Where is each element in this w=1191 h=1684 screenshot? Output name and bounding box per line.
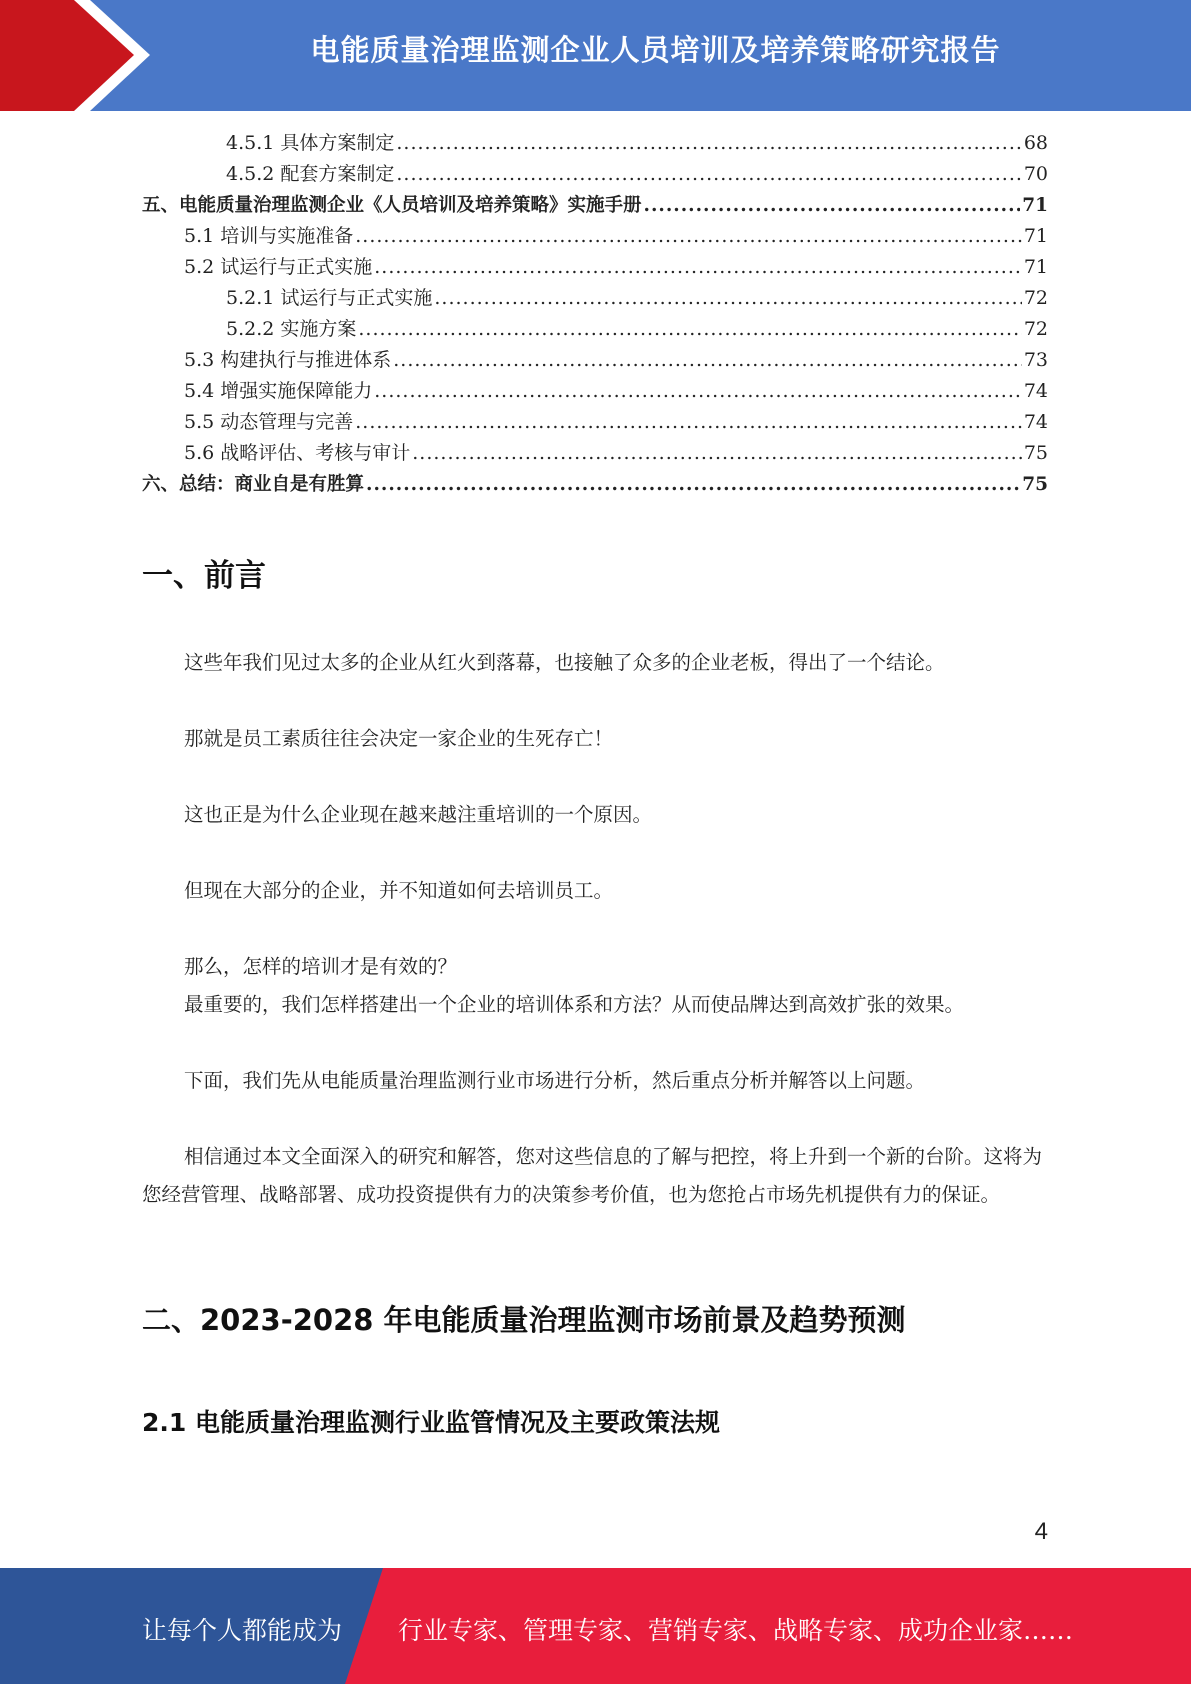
paragraph: 最重要的，我们怎样搭建出一个企业的培训体系和方法？从而使品牌达到高效扩张的效果。 [184, 993, 965, 1016]
page-number: 4 [1034, 1518, 1048, 1545]
toc-entry-title: 5.1 培训与实施准备 [184, 225, 354, 247]
toc-entry[interactable] [142, 283, 1048, 314]
report-title: 电能质量治理监测企业人员培训及培养策略研究报告 [310, 33, 1001, 67]
toc-entry-title: 4.5.2 配套方案制定 [226, 163, 395, 185]
toc-entry[interactable] [142, 128, 1048, 159]
toc-entry-title: 五、电能质量治理监测企业《人员培训及培养策略》实施手册 [142, 195, 642, 216]
paragraph: 那么，怎样的培训才是有效的？ [184, 955, 458, 978]
toc-entry-page: 73 [1023, 349, 1048, 371]
toc-entry-page: 72 [1023, 287, 1048, 309]
paragraph: 下面，我们先从电能质量治理监测行业市场进行分析，然后重点分析并解答以上问题。 [184, 1069, 926, 1092]
toc-entry-page: 68 [1023, 132, 1048, 154]
toc-entry[interactable] [142, 345, 1048, 376]
toc-dot-leader [396, 159, 1021, 190]
toc-entry-page: 71 [1023, 225, 1048, 247]
footer-slogan-left: 让每个人都能成为 [142, 1616, 343, 1645]
toc-entry[interactable] [142, 190, 1048, 221]
toc-entry-page: 75 [1022, 474, 1048, 495]
toc-dot-leader [355, 221, 1022, 252]
toc-entry-title: 5.2.1 试运行与正式实施 [226, 287, 433, 309]
section-heading-market-forecast: 二、2023-2028 年电能质量治理监测市场前景及趋势预测 [142, 1303, 906, 1337]
toc-dot-leader [366, 469, 1020, 500]
toc-dot-leader [434, 283, 1021, 314]
toc-entry[interactable] [142, 314, 1048, 345]
toc-entry-title: 5.6 战略评估、考核与审计 [184, 442, 411, 464]
paragraph: 相信通过本文全面深入的研究和解答，您对这些信息的了解与把控，将上升到一个新的台阶。这将为您经营管理、战略部署、成功投资提供有力的决策参考价值，也为您抢占市场先机提供有力的保证。 [142, 1145, 1043, 1206]
toc-entry-page: 72 [1023, 318, 1048, 340]
page-header [0, 0, 1191, 111]
toc-dot-leader [644, 190, 1021, 221]
toc-dot-leader [412, 438, 1022, 469]
toc-entry-page: 75 [1023, 442, 1048, 464]
toc-entry[interactable] [142, 221, 1048, 252]
toc-entry-title: 4.5.1 具体方案制定 [226, 132, 395, 154]
subsection-heading-regulation: 2.1 电能质量治理监测行业监管情况及主要政策法规 [142, 1408, 720, 1437]
toc-entry-title: 5.5 动态管理与完善 [184, 411, 354, 433]
footer-slogan-right: 行业专家、管理专家、营销专家、战略专家、成功企业家…… [398, 1616, 1074, 1645]
table-of-contents [142, 128, 1048, 500]
paragraph: 但现在大部分的企业，并不知道如何去培训员工。 [184, 879, 614, 902]
section-heading-preface: 一、前言 [142, 558, 266, 594]
toc-entry[interactable] [142, 376, 1048, 407]
page-footer [0, 1568, 1191, 1684]
toc-dot-leader [396, 128, 1021, 159]
toc-entry-title: 5.2.2 实施方案 [226, 318, 357, 340]
toc-entry-title: 5.4 增强实施保障能力 [184, 380, 373, 402]
toc-dot-leader [374, 376, 1022, 407]
toc-entry-page: 71 [1023, 256, 1048, 278]
toc-entry-page: 74 [1023, 411, 1048, 433]
paragraph: 这也正是为什么企业现在越来越注重培训的一个原因。 [184, 803, 653, 826]
toc-dot-leader [393, 345, 1022, 376]
toc-entry-page: 74 [1023, 380, 1048, 402]
toc-entry-title: 5.2 试运行与正式实施 [184, 256, 373, 278]
toc-dot-leader [355, 407, 1022, 438]
toc-dot-leader [374, 252, 1022, 283]
toc-entry[interactable] [142, 159, 1048, 190]
toc-entry-page: 70 [1023, 163, 1048, 185]
toc-dot-leader [358, 314, 1021, 345]
toc-entry-title: 六、总结：商业自是有胜算 [142, 474, 365, 495]
toc-entry[interactable] [142, 407, 1048, 438]
toc-entry-title: 5.3 构建执行与推进体系 [184, 349, 392, 371]
paragraph: 那就是员工素质往往会决定一家企业的生死存亡！ [184, 727, 614, 750]
toc-entry[interactable] [142, 252, 1048, 283]
toc-entry[interactable] [142, 438, 1048, 469]
toc-entry-page: 71 [1022, 195, 1048, 216]
paragraph: 这些年我们见过太多的企业从红火到落幕，也接触了众多的企业老板，得出了一个结论。 [184, 651, 945, 674]
toc-entry[interactable] [142, 469, 1048, 500]
